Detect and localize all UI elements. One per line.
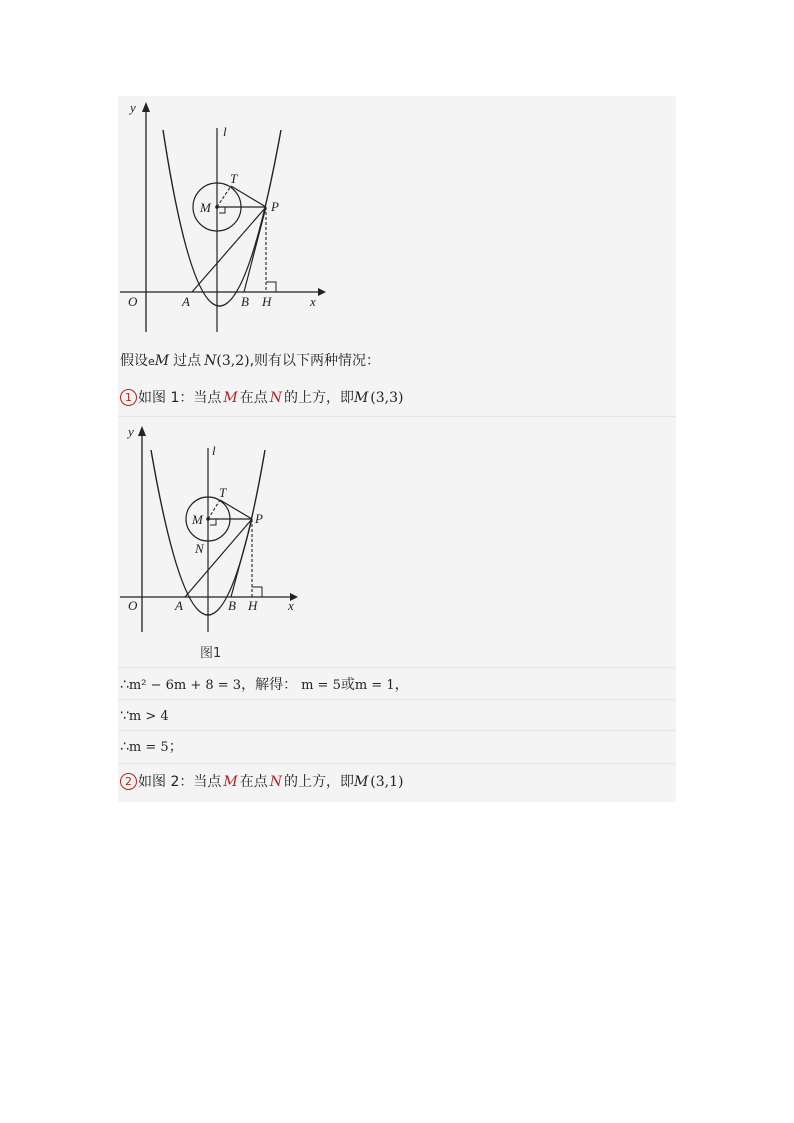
intro-line: 假设eM 过点 N(3,2),则有以下两种情况：	[120, 353, 381, 369]
right-angle-m	[219, 207, 225, 213]
circled-number-2: 2	[120, 773, 137, 790]
label-a: A	[175, 598, 183, 613]
label-b: B	[228, 598, 236, 613]
label-l: l	[223, 124, 227, 139]
figure-top	[118, 96, 348, 346]
label-l: l	[212, 443, 216, 458]
right-angle-h	[266, 282, 276, 292]
x-axis-arrow-icon	[318, 288, 326, 296]
right-angle-h	[252, 587, 262, 597]
equation-line-3: ∴m = 5；	[120, 739, 183, 755]
circle-symbol: e	[148, 355, 155, 368]
label-y: y	[130, 100, 136, 115]
label-x: x	[288, 598, 294, 613]
label-b: B	[241, 294, 249, 309]
label-a: A	[182, 294, 190, 309]
segment-tp	[231, 186, 266, 207]
figure-1-caption: 图1	[200, 646, 222, 661]
label-m: M	[200, 200, 211, 215]
label-m: M	[192, 512, 203, 527]
equation-line-2: ∵m > 4	[120, 708, 169, 724]
label-t: T	[219, 485, 227, 500]
y-axis-arrow-icon	[142, 102, 150, 112]
label-n: N	[195, 541, 204, 556]
label-o: O	[128, 598, 138, 613]
divider	[118, 699, 676, 700]
label-h: H	[262, 294, 272, 309]
segment-tp	[220, 500, 252, 519]
label-x: x	[310, 294, 316, 309]
label-t: T	[230, 171, 238, 186]
segment-mt	[217, 186, 231, 207]
label-h: H	[248, 598, 258, 613]
circled-number-1: 1	[120, 389, 137, 406]
case-1-line: 1 如图 1：当点 M 在点 N 的上方，即M (3,3)	[120, 388, 404, 408]
label-p: P	[271, 199, 279, 214]
figure-1	[118, 420, 318, 640]
case-2-line: 2 如图 2：当点 M 在点 N 的上方，即M (3,1)	[120, 772, 404, 792]
label-p: P	[255, 511, 263, 526]
right-angle-m	[210, 519, 216, 525]
divider	[118, 667, 676, 668]
segment-mt	[208, 500, 220, 519]
equation-line-1: ∴m² − 6m + 8 = 3，解得： m = 5或m = 1，	[120, 677, 409, 693]
y-axis-arrow-icon	[138, 426, 146, 436]
label-y: y	[128, 424, 134, 439]
divider	[118, 730, 676, 731]
label-o: O	[128, 294, 138, 309]
divider	[118, 763, 676, 764]
divider	[118, 416, 676, 417]
